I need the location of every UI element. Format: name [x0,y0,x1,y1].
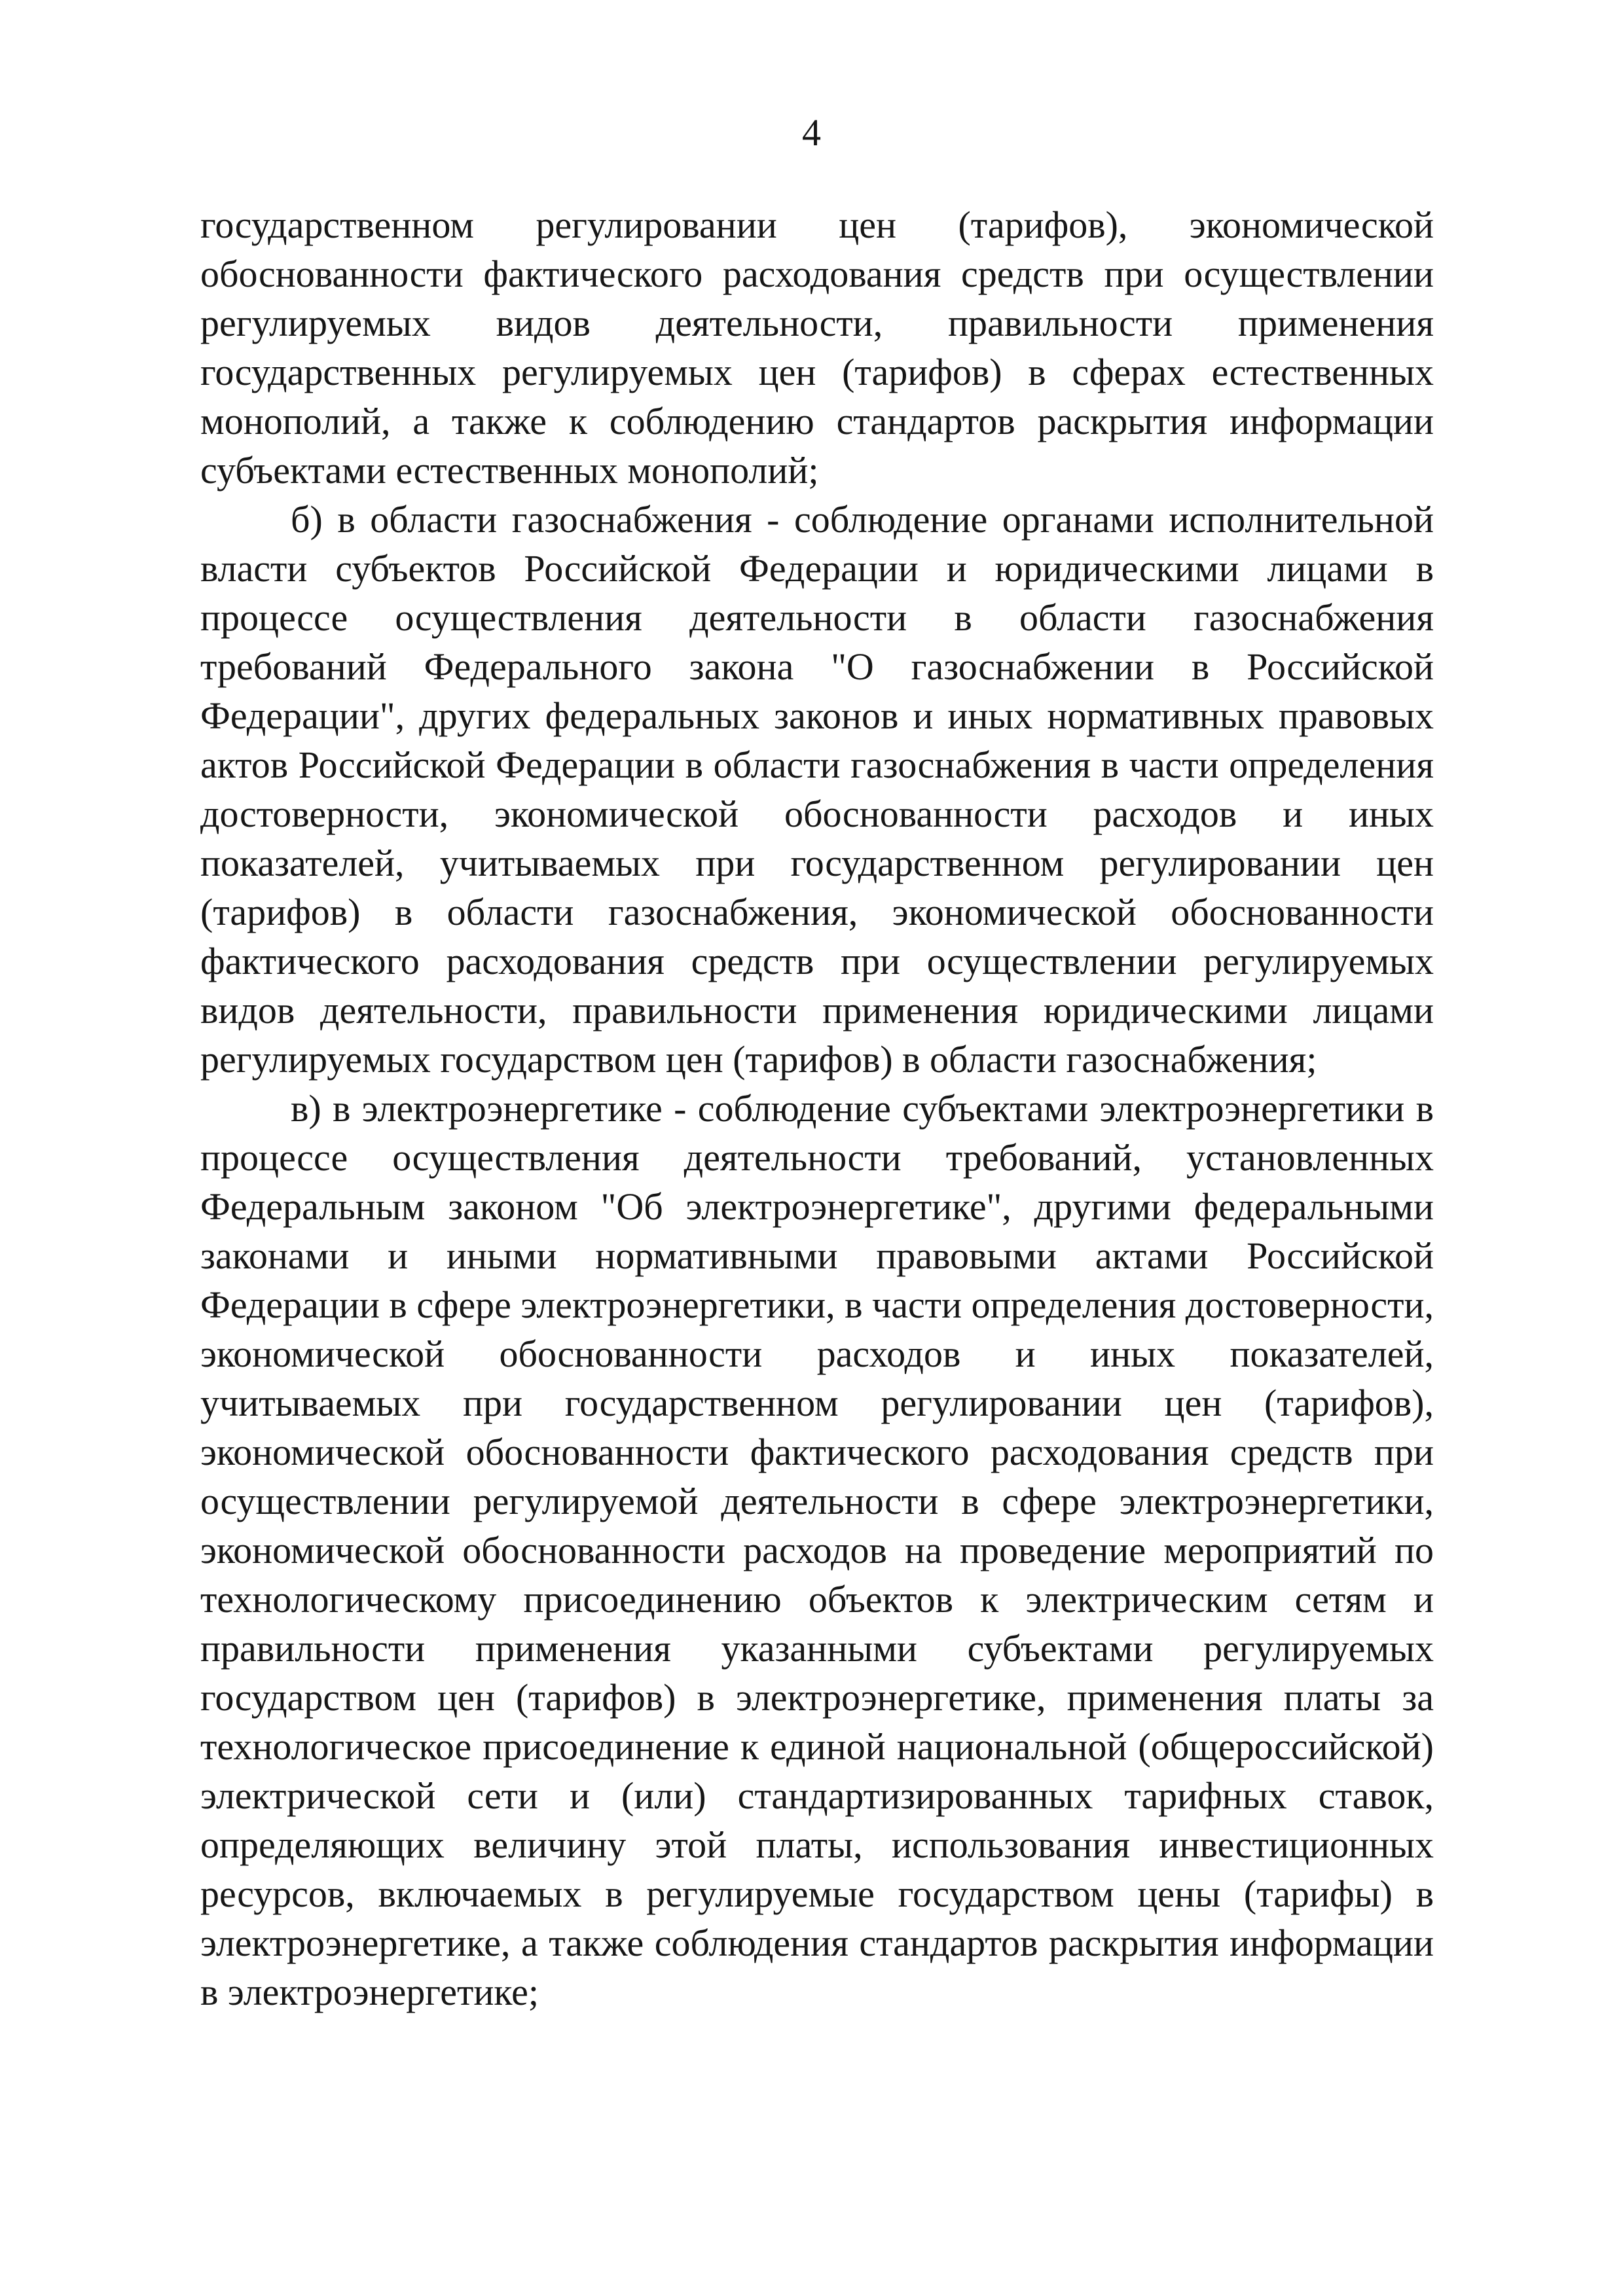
document-body [200,200,1434,2017]
paragraph-continuation: государственном регулировании цен (тарифов), экономической обоснованности фактического расходования средств при осуществлении регулируемых видов деятельности, правильности применения государственных регулируемых цен (тарифов) в сферах естественных монополий, а также к соблюдению стандартов раскрытия информации субъектами естественных монополий; [200,204,1434,492]
page-number: 4 [802,111,821,154]
paragraph-gas-supply: б) в области газоснабжения - соблюдение органами исполнительной власти субъектов Российской Федерации и юридическими лицами в процессе осуществления деятельности в области газоснабжения требований Федерального закона "О газоснабжении в Российской Федерации", других федеральных законов и иных нормативных правовых актов Российской Федерации в области газоснабжения в части определения достоверности, экономической обоснованности расходов и иных показателей, учитываемых при государственном регулировании цен (тарифов) в области газоснабжения, экономической обоснованности фактического расходования средств при осуществлении регулируемых видов деятельности, правильности применения юридическими лицами регулируемых государством цен (тарифов) в области газоснабжения; [200,498,1434,1081]
paragraph-electric-power: в) в электроэнергетике - соблюдение субъектами электроэнергетики в процессе осуществления деятельности требований, установленных Федеральным законом "Об электроэнергетике", другими федеральными законами и иными нормативными правовыми актами Российской Федерации в сфере электроэнергетики, в части определения достоверности, экономической обоснованности расходов и иных показателей, учитываемых при государственном регулировании цен (тарифов), экономической обоснованности фактического расходования средств при осуществлении регулируемой деятельности в сфере электроэнергетики, экономической обоснованности расходов на проведение мероприятий по технологическому присоединению объектов к электрическим сетям и правильности применения указанными субъектами регулируемых государством цен (тарифов) в электроэнергетике, применения платы за технологическое присоединение к единой национальной (общероссийской) электрической сети и (или) стандартизированных тарифных ставок, определяющих величину этой платы, использования инвестиционных ресурсов, включаемых в регулируемые государством цены (тарифы) в электроэнергетике, а также соблюдения стандартов раскрытия информации в электроэнергетике; [200,1087,1434,2013]
